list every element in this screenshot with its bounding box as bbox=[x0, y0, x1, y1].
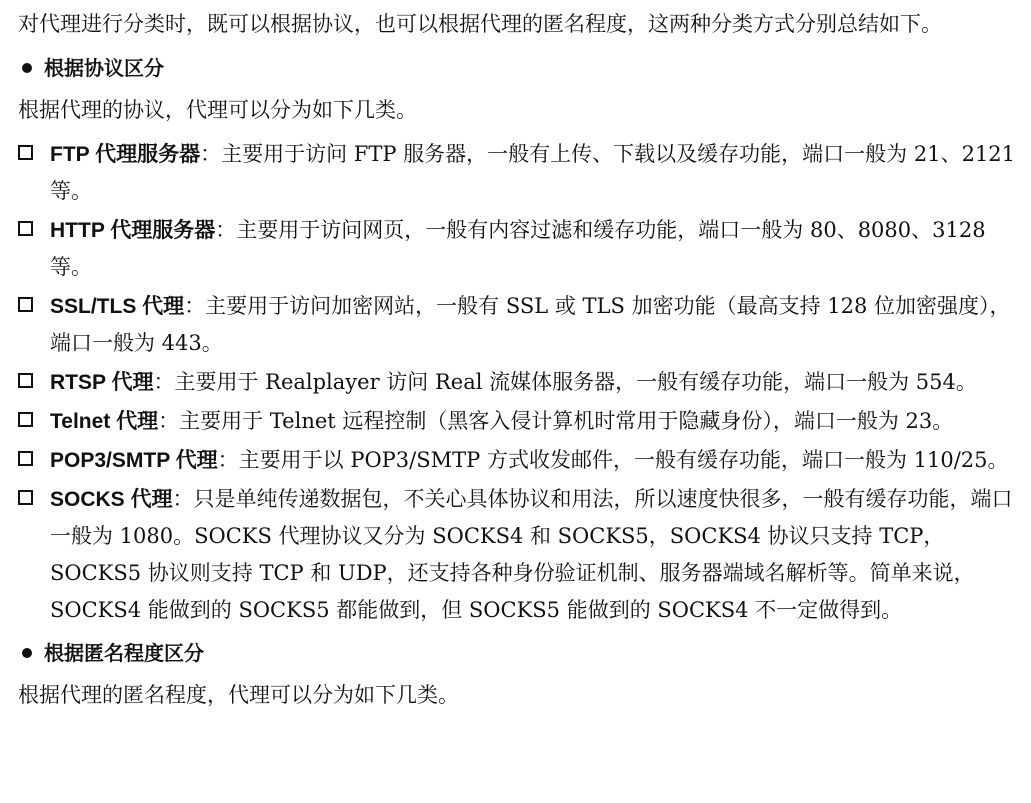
list-item-description: ：主要用于访问加密网站，一般有 SSL 或 TLS 加密功能（最高支持 128 位加密强度），端口一般为 443。 bbox=[50, 294, 1011, 355]
section-heading-anonymity bbox=[18, 637, 1017, 669]
list-item-title: POP3/SMTP 代理 bbox=[50, 449, 218, 472]
list-item bbox=[18, 364, 1017, 401]
checkbox-bullet-icon bbox=[18, 412, 33, 427]
list-item-description: ：主要用于以 POP3/SMTP 方式收发邮件，一般有缓存功能，端口一般为 110/25。 bbox=[217, 448, 1009, 472]
intro-paragraph: 对代理进行分类时，既可以根据协议，也可以根据代理的匿名程度，这两种分类方式分别总结如下。 bbox=[18, 12, 942, 36]
list-item-text bbox=[50, 288, 1030, 362]
list-item-title: FTP 代理服务器 bbox=[50, 143, 201, 166]
checkbox-bullet-icon bbox=[18, 373, 33, 388]
list-item-title: Telnet 代理 bbox=[50, 410, 159, 433]
list-item-text bbox=[50, 403, 1030, 440]
list-item-text bbox=[50, 364, 1030, 401]
protocol-intro-paragraph: 根据代理的协议，代理可以分为如下几类。 bbox=[18, 98, 417, 122]
list-item bbox=[18, 403, 1017, 440]
list-item bbox=[18, 442, 1017, 479]
list-item-text bbox=[50, 136, 1030, 210]
checkbox-bullet-icon bbox=[18, 297, 33, 312]
bullet-dot-icon bbox=[22, 63, 32, 73]
list-item-text bbox=[50, 481, 1030, 629]
section-heading-protocol bbox=[18, 52, 1017, 84]
list-item-title: SOCKS 代理 bbox=[50, 488, 173, 511]
list-item-text bbox=[50, 442, 1030, 479]
checkbox-bullet-icon bbox=[18, 145, 33, 160]
list-item-title: RTSP 代理 bbox=[50, 371, 154, 394]
bullet-dot-icon bbox=[22, 648, 32, 658]
section-heading-text: 根据协议区分 bbox=[44, 56, 164, 80]
list-item-description: ：主要用于 Realplayer 访问 Real 流媒体服务器，一般有缓存功能，端口一般为 554。 bbox=[153, 370, 977, 394]
checkbox-bullet-icon bbox=[18, 221, 33, 236]
list-item-description: ：主要用于访问网页，一般有内容过滤和缓存功能，端口一般为 80、8080、3128 等。 bbox=[50, 218, 986, 279]
list-item-description: ：主要用于 Telnet 远程控制（黑客入侵计算机时常用于隐藏身份），端口一般为 23。 bbox=[158, 409, 954, 433]
list-item-description: ：只是单纯传递数据包，不关心具体协议和用法，所以速度快很多，一般有缓存功能，端口一般为 1080。SOCKS 代理协议又分为 SOCKS4 和 SOCKS5，SOCKS4 协议只支持 TCP，SOCKS5 协议则支持 TCP 和 UDP，还支持各种身份验证机制、服务器端域名解析等。简单来说，SOCKS4 能做到的 SOCKS5 都能做到，但 SOCKS5 能做到的 SOCKS4 不一定做得到。 bbox=[50, 487, 1013, 622]
list-item-text bbox=[50, 212, 1030, 286]
anonymity-intro-paragraph: 根据代理的匿名程度，代理可以分为如下几类。 bbox=[18, 683, 459, 707]
list-item-title: HTTP 代理服务器 bbox=[50, 219, 216, 242]
list-item-title: SSL/TLS 代理 bbox=[50, 295, 185, 318]
checkbox-bullet-icon bbox=[18, 451, 33, 466]
checkbox-bullet-icon bbox=[18, 490, 33, 505]
list-item bbox=[18, 212, 1017, 286]
list-item bbox=[18, 481, 1017, 629]
list-item bbox=[18, 136, 1017, 210]
protocol-list bbox=[18, 136, 1017, 629]
list-item bbox=[18, 288, 1017, 362]
section-heading-text: 根据匿名程度区分 bbox=[44, 641, 204, 665]
list-item-description: ：主要用于访问 FTP 服务器，一般有上传、下载以及缓存功能，端口一般为 21、2121 等。 bbox=[50, 142, 1016, 203]
